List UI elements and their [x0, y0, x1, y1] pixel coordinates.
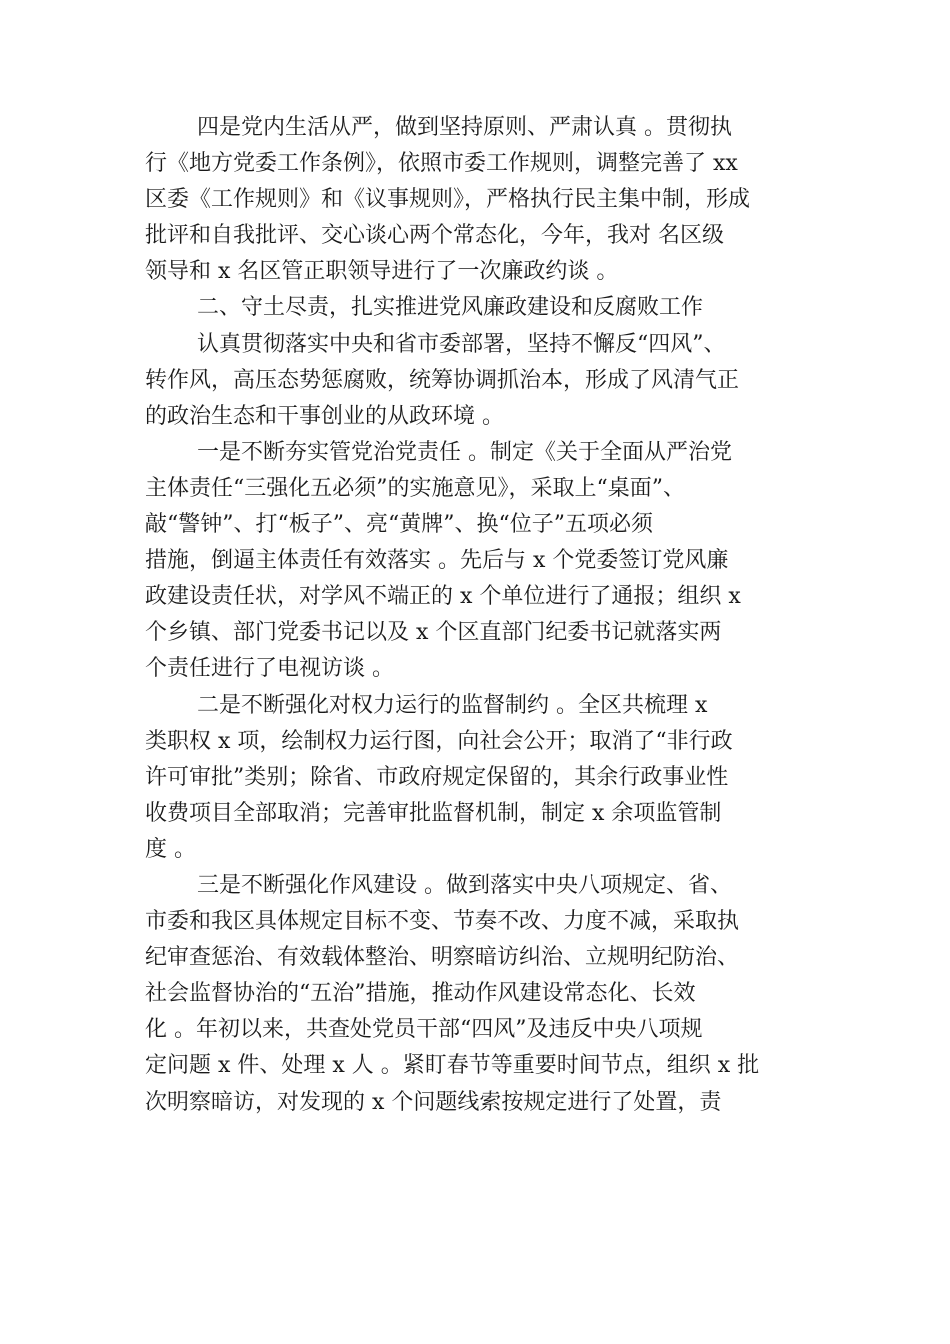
text-line: 转作风，高压态势惩腐败，统筹协调抓治本，形成了风清气正 [145, 367, 740, 393]
text-line: 社会监督协治的“五治”措施，推动作风建设常态化、长效 [145, 981, 696, 1007]
text-line: 敲“警钟”、打“板子”、亮“黄牌”、换“位子”五项必须 [145, 512, 653, 538]
text-line: 行《地方党委工作条例》，依照市委工作规则，调整完善了 xx [145, 151, 738, 177]
text-line: 次明察暗访，对发现的 x 个问题线索按规定进行了处置，责 [145, 1089, 722, 1115]
text-line: 许可审批”类别；除省、市政府规定保留的，其余行政事业性 [145, 764, 729, 790]
text-line: 领导和 x 名区管正职领导进行了一次廉政约谈 。 [145, 259, 619, 285]
text-line: 类职权 x 项，绘制权力运行图，向社会公开；取消了“非行政 [145, 728, 733, 754]
text-line: 纪审查惩治、有效载体整治、明察暗访纠治、立规明纪防治、 [145, 945, 740, 971]
text-line: 个责任进行了电视访谈 。 [145, 656, 394, 682]
text-line: 度 。 [145, 836, 196, 862]
text-line: 区委《工作规则》和《议事规则》，严格执行民主集中制，形成 [145, 187, 751, 213]
document-body [145, 110, 815, 1121]
text-line: 批评和自我批评、交心谈心两个常态化，今年，我对 名区级 [145, 223, 724, 249]
text-line: 市委和我区具体规定目标不变、节奏不改、力度不减，采取执 [145, 909, 740, 935]
text-line: 认真贯彻落实中央和省市委部署，坚持不懈反“四风”、 [197, 331, 726, 357]
text-line: 三是不断强化作风建设 。做到落实中央八项规定、省、 [197, 872, 732, 898]
text-line: 个乡镇、部门党委书记以及 x 个区直部门纪委书记就落实两 [145, 620, 722, 646]
text-line: 一是不断夯实管党治党责任 。制定《关于全面从严治党 [197, 439, 732, 465]
text-line: 的政治生态和干事创业的从政环境 。 [145, 403, 504, 429]
text-line: 措施，倒逼主体责任有效落实 。先后与 x 个党委签订党风廉 [145, 548, 729, 574]
text-line: 二是不断强化对权力运行的监督制约 。全区共梳理 x [197, 692, 708, 718]
text-line: 二、守土尽责，扎实推进党风廉政建设和反腐败工作 [197, 295, 704, 321]
text-line: 四是党内生活从严，做到坚持原则、严肃认真 。贯彻执 [197, 115, 732, 140]
text-line: 政建设责任状，对学风不端正的 x 个单位进行了通报；组织 x [145, 584, 741, 610]
text-line: 收费项目全部取消；完善审批监督机制，制定 x 余项监管制 [145, 800, 722, 826]
text-line: 化 。年初以来，共查处党员干部“四风”及违反中央八项规 [145, 1017, 703, 1043]
text-line: 定问题 x 件、处理 x 人 。紧盯春节等重要时间节点，组织 x 批 [145, 1053, 760, 1079]
text-line: 主体责任“三强化五必须”的实施意见》，采取上“桌面”、 [145, 475, 685, 501]
